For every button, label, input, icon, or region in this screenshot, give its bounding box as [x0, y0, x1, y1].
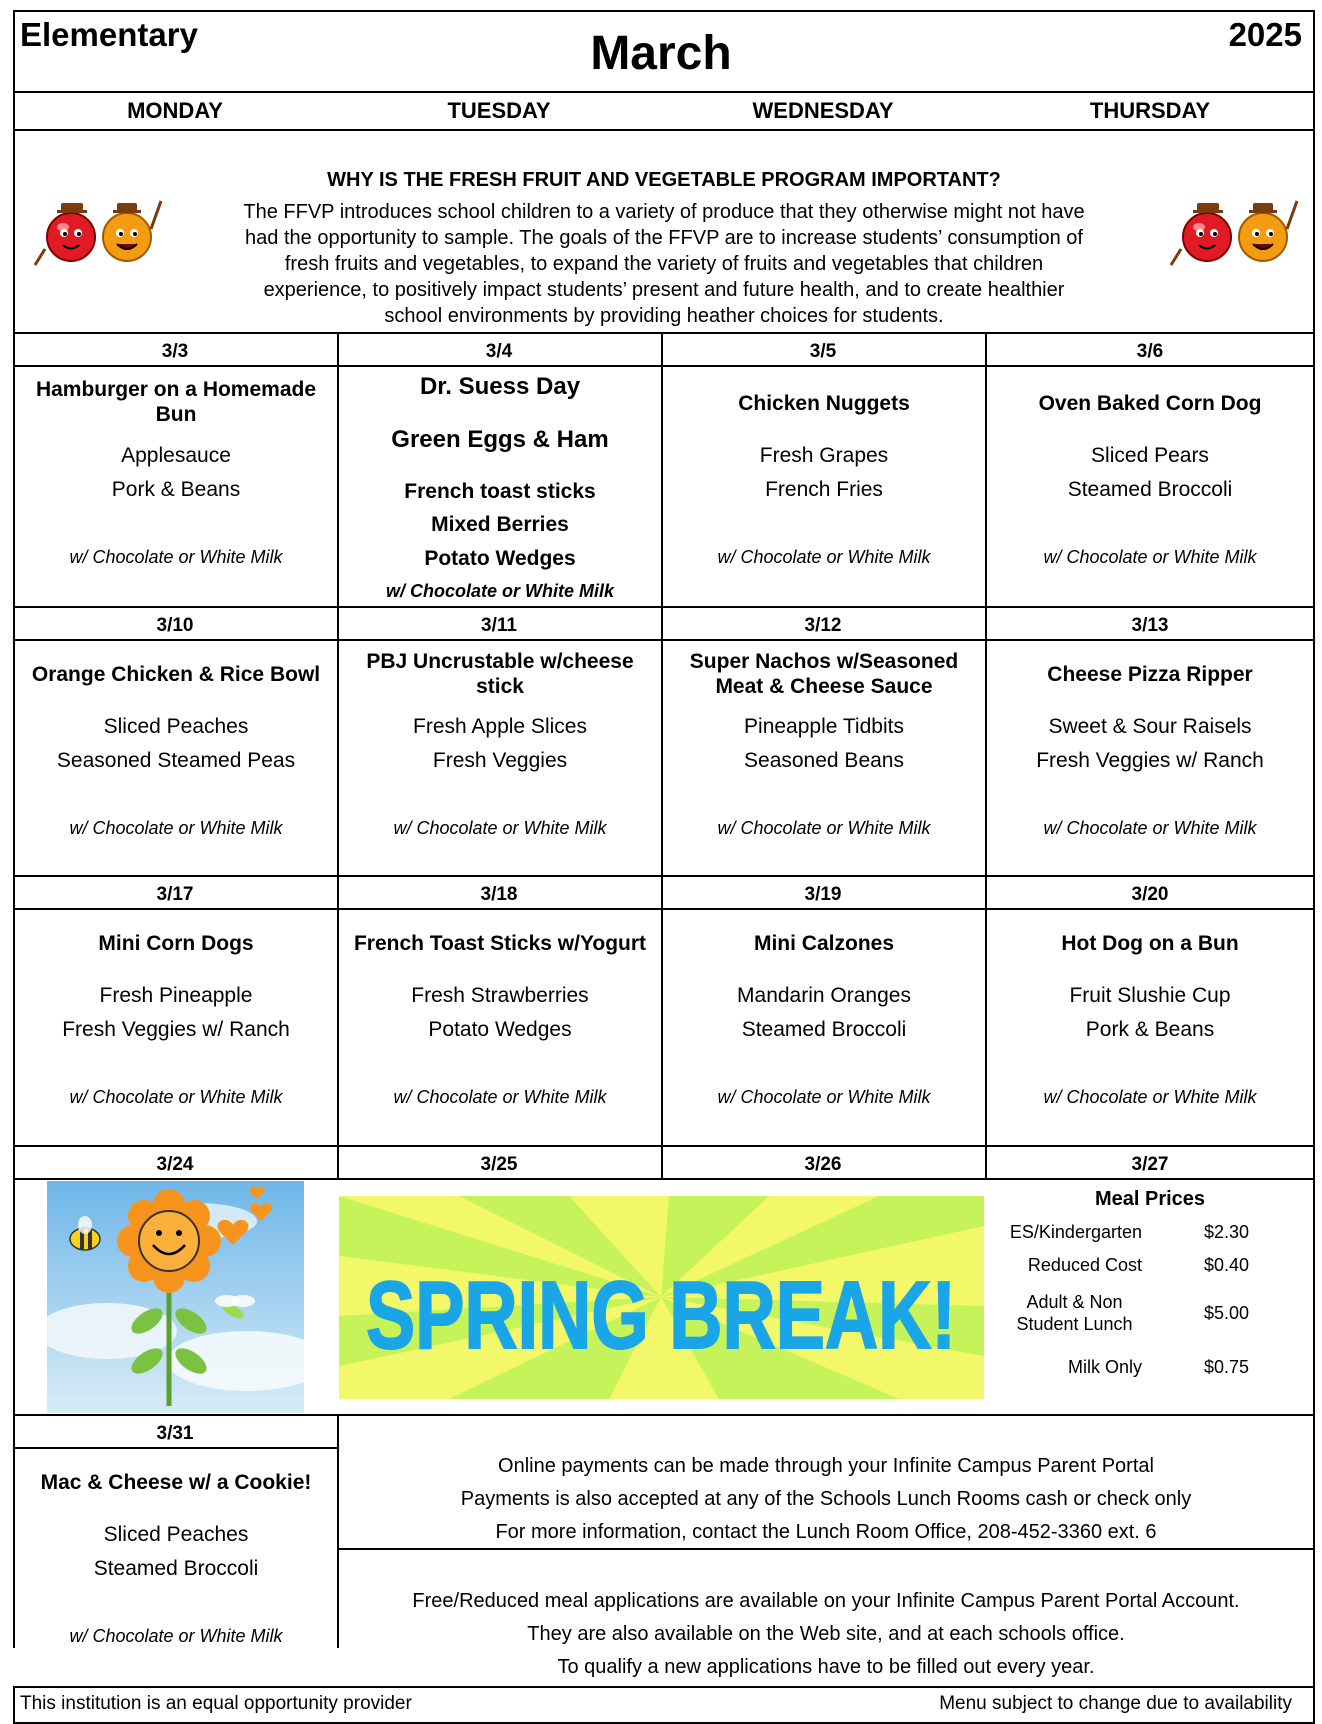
side-dish: Fresh Pineapple	[99, 984, 253, 1007]
free-reduced-line: To qualify a new applications have to be filled out every year.	[557, 1656, 1095, 1678]
side-dish: Applesauce	[121, 444, 231, 467]
side-dish: Sliced Pears	[1091, 444, 1209, 467]
milk-note: w/ Chocolate or White Milk	[69, 1087, 283, 1107]
menu-cell	[15, 641, 337, 875]
apple-character-icon	[35, 203, 95, 265]
footer-right: Menu subject to change due to availability	[939, 1693, 1292, 1714]
date-label: 3/5	[809, 341, 837, 362]
spring-break-text: SPRING BREAK!	[366, 1262, 956, 1369]
orange-character-icon	[1239, 201, 1297, 261]
side-dish: Potato Wedges	[428, 1018, 572, 1041]
side-dish: Fresh Apple Slices	[413, 715, 587, 738]
menu-cell	[987, 641, 1313, 875]
price-value: $0.40	[1204, 1255, 1250, 1275]
menu-cell	[15, 1449, 337, 1648]
main-entree: Mini Calzones	[753, 932, 895, 955]
ffvp-section	[15, 131, 1313, 331]
side-dish: Fresh Veggies w/ Ranch	[62, 1018, 290, 1041]
day-header-tuesday: TUESDAY	[447, 98, 551, 123]
menu-cell	[663, 367, 985, 606]
day-header-thursday: THURSDAY	[1089, 98, 1211, 123]
page-title: March	[590, 27, 732, 80]
date-label: 3/3	[161, 341, 189, 362]
milk-note: w/ Chocolate or White Milk	[393, 818, 607, 838]
side-dish: Pineapple Tidbits	[744, 715, 904, 738]
side-dish: Mandarin Oranges	[737, 984, 911, 1007]
main-entree: Cheese Pizza Ripper	[1047, 663, 1253, 686]
price-label: ES/Kindergarten	[1009, 1222, 1142, 1242]
side-dish: Fruit Slushie Cup	[1069, 984, 1231, 1007]
main-entree: Chicken Nuggets	[738, 392, 910, 415]
date-label: 3/6	[1136, 341, 1164, 362]
payments-line: Online payments can be made through your Infinite Campus Parent Portal	[498, 1455, 1154, 1477]
date-label: 3/20	[1131, 884, 1169, 905]
milk-note: w/ Chocolate or White Milk	[717, 818, 931, 838]
main-entree: Orange Chicken & Rice Bowl	[31, 663, 321, 686]
main-entree: Mac & Cheese w/ a Cookie!	[40, 1471, 312, 1494]
menu-cell	[339, 367, 661, 606]
spring-flower-image	[47, 1181, 304, 1413]
milk-note: w/ Chocolate or White Milk	[1043, 547, 1257, 567]
main-entree: French Toast Sticks w/Yogurt	[353, 932, 647, 955]
date-label: 3/17	[156, 884, 194, 905]
school-level: Elementary	[20, 16, 198, 53]
side-dish: Steamed Broccoli	[741, 1018, 907, 1041]
side-dish: Sliced Peaches	[103, 715, 249, 738]
date-label: 3/19	[804, 884, 842, 905]
ffvp-line: The FFVP introduces school children to a variety of produce that they otherwise might not have	[243, 201, 1085, 223]
side-dish: Seasoned Beans	[744, 749, 904, 772]
milk-note: w/ Chocolate or White Milk	[69, 547, 283, 567]
apple-character-icon	[1171, 203, 1231, 265]
date-label: 3/25	[480, 1154, 518, 1175]
ffvp-line: school environments by providing heather choices for students.	[384, 305, 944, 327]
payments-info	[338, 1450, 1314, 1549]
milk-note: w/ Chocolate or White Milk	[1043, 1087, 1257, 1107]
date-label: 3/4	[485, 341, 513, 362]
side-dish: Sliced Peaches	[103, 1523, 249, 1546]
payments-line: Payments is also accepted at any of the Schools Lunch Rooms cash or check only	[460, 1488, 1192, 1510]
ffvp-title: WHY IS THE FRESH FRUIT AND VEGETABLE PROGRAM IMPORTANT?	[327, 169, 1001, 191]
free-reduced-line: Free/Reduced meal applications are available on your Infinite Campus Parent Portal Account.	[412, 1590, 1240, 1612]
main-entree: Super Nachos w/Seasoned Meat & Cheese Sauce	[689, 650, 959, 698]
menu-cell	[987, 910, 1313, 1145]
menu-cell	[15, 367, 337, 606]
menu-cell	[987, 367, 1313, 606]
milk-note: w/ Chocolate or White Milk	[385, 581, 614, 601]
price-value: $2.30	[1204, 1222, 1250, 1242]
main-entree: Mini Corn Dogs	[98, 932, 254, 955]
menu-cell	[663, 910, 985, 1145]
year: 2025	[1228, 16, 1302, 53]
free-reduced-info	[338, 1585, 1314, 1684]
milk-note: w/ Chocolate or White Milk	[69, 1626, 283, 1646]
side-dish: Mixed Berries	[431, 513, 569, 536]
price-label: Adult & Non Student Lunch	[1016, 1292, 1133, 1334]
side-dish: French toast sticks	[404, 480, 596, 503]
milk-note: w/ Chocolate or White Milk	[1043, 818, 1257, 838]
meal-prices	[987, 1180, 1313, 1414]
date-label: 3/10	[156, 615, 194, 636]
date-label: 3/31	[156, 1423, 194, 1444]
spring-break-banner	[339, 1196, 984, 1399]
milk-note: w/ Chocolate or White Milk	[717, 547, 931, 567]
side-dish: Seasoned Steamed Peas	[56, 749, 296, 772]
date-label: 3/27	[1131, 1154, 1169, 1175]
menu-cell	[663, 641, 985, 875]
date-label: 3/18	[480, 884, 518, 905]
menu-cell	[339, 910, 661, 1145]
main-entree: PBJ Uncrustable w/cheese stick	[366, 650, 634, 698]
free-reduced-line: They are also available on the Web site, and at each schools office.	[527, 1623, 1125, 1645]
footer-left: This institution is an equal opportunity provider	[20, 1693, 412, 1714]
day-header-wednesday: WEDNESDAY	[752, 98, 894, 123]
milk-note: w/ Chocolate or White Milk	[69, 818, 283, 838]
side-dish: French Fries	[765, 478, 883, 501]
side-dish: Steamed Broccoli	[93, 1557, 259, 1580]
main-entree: Hot Dog on a Bun	[1061, 932, 1239, 955]
main-entree: Green Eggs & Ham	[391, 426, 609, 453]
ffvp-line: had the opportunity to sample. The goals of the FFVP are to increase students’ consumption of	[245, 227, 1083, 249]
special-day: Dr. Suess Day	[419, 373, 581, 400]
price-label: Reduced Cost	[1027, 1255, 1142, 1275]
ffvp-line: fresh fruits and vegetables, to expand the variety of fruits and vegetables that children	[284, 253, 1044, 275]
ffvp-body	[165, 199, 1163, 329]
price-value: $5.00	[1204, 1303, 1250, 1323]
price-label: Milk Only	[1067, 1357, 1142, 1377]
date-label: 3/11	[481, 615, 517, 636]
side-dish: Potato Wedges	[424, 547, 576, 570]
side-dish: Pork & Beans	[1085, 1018, 1215, 1041]
side-dish: Fresh Strawberries	[411, 984, 589, 1007]
main-entree: Oven Baked Corn Dog	[1038, 392, 1262, 415]
side-dish: Fresh Grapes	[759, 444, 889, 467]
side-dish: Fresh Veggies w/ Ranch	[1036, 749, 1264, 772]
milk-note: w/ Chocolate or White Milk	[393, 1087, 607, 1107]
price-value: $0.75	[1204, 1357, 1250, 1377]
date-label: 3/26	[804, 1154, 842, 1175]
date-label: 3/12	[804, 615, 842, 636]
fruit-characters-left	[27, 189, 167, 269]
date-label: 3/24	[156, 1154, 194, 1175]
day-header-monday: MONDAY	[127, 98, 223, 123]
side-dish: Sweet & Sour Raisels	[1048, 715, 1252, 738]
date-label: 3/13	[1131, 615, 1169, 636]
menu-cell	[15, 910, 337, 1145]
side-dish: Fresh Veggies	[432, 749, 568, 772]
side-dish: Pork & Beans	[111, 478, 241, 501]
orange-character-icon	[103, 201, 161, 261]
milk-note: w/ Chocolate or White Milk	[717, 1087, 931, 1107]
payments-line: For more information, contact the Lunch Room Office, 208-452-3360 ext. 6	[495, 1521, 1157, 1543]
ffvp-line: experience, to positively impact students’ present and future health, and to create healthier	[263, 279, 1065, 301]
menu-cell	[339, 641, 661, 875]
side-dish: Steamed Broccoli	[1067, 478, 1233, 501]
meal-prices-title: Meal Prices	[1094, 1188, 1206, 1210]
fruit-characters-right	[1163, 189, 1303, 269]
main-entree: Hamburger on a Homemade Bun	[35, 378, 317, 426]
